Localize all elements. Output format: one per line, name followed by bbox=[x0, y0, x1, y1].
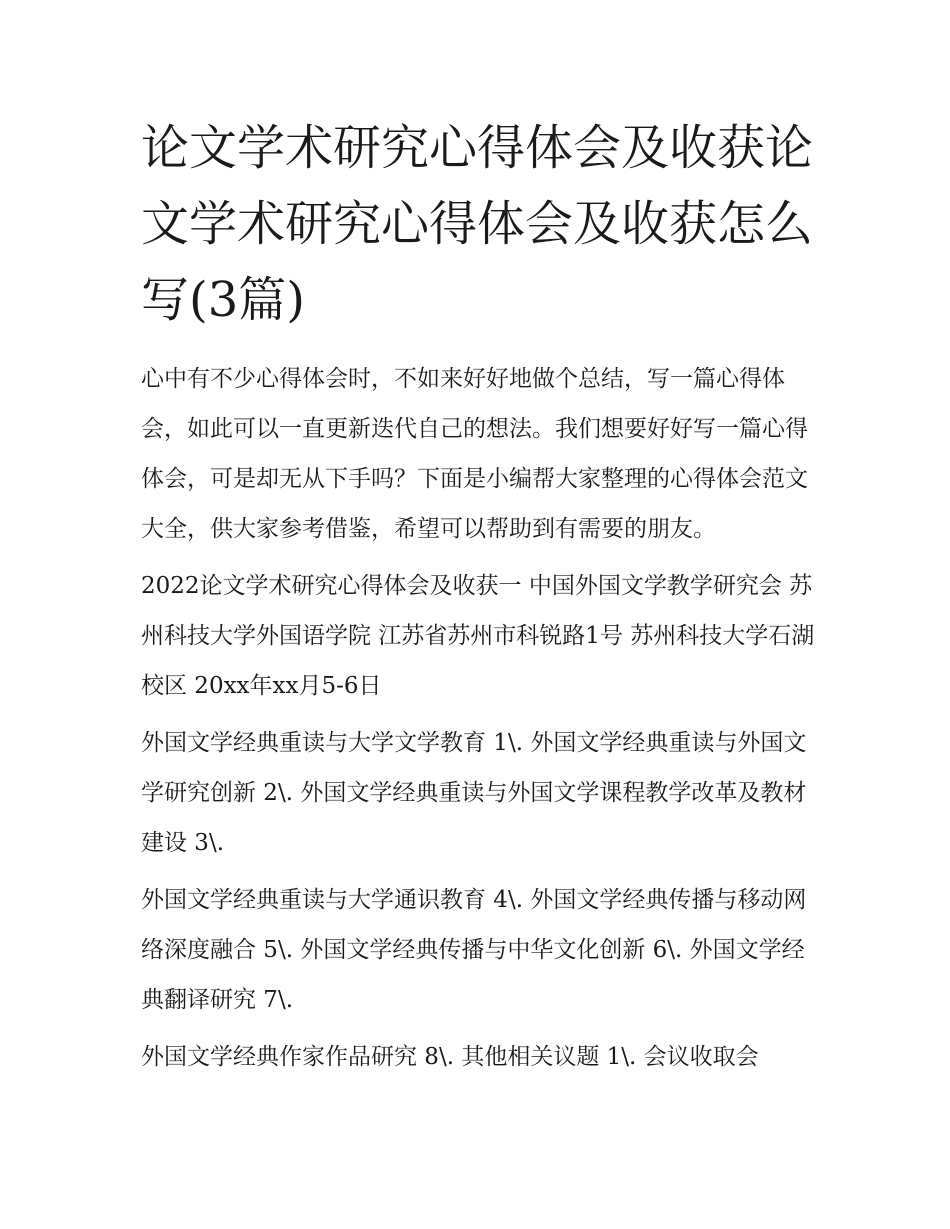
paragraph-topics-1: 外国文学经典重读与大学文学教育 1\. 外国文学经典重读与外国文学研究创新 2\. 外国文学经典重读与外国文学课程教学改革及教材建设 3\. bbox=[141, 730, 807, 856]
document-body bbox=[141, 354, 819, 1089]
paragraph-intro: 心中有不少心得体会时，不如来好好地做个总结，写一篇心得体会，如此可以一直更新迭代自己的想法。我们想要好好写一篇心得体会，可是却无从下手吗？下面是小编帮大家整理的心得体会范文大全，供大家参考借鉴，希望可以帮助到有需要的朋友。 bbox=[141, 366, 808, 542]
document-title: 论文学术研究心得体会及收获论文学术研究心得体会及收获怎么写(3篇) bbox=[141, 120, 814, 328]
paragraph-conference-info: 2022论文学术研究心得体会及收获一 中国外国文学教学研究会 苏州科技大学外国语学院 江苏省苏州市科锐路1号 苏州科技大学石湖校区 20xx年xx月5-6日 bbox=[141, 573, 815, 699]
paragraph-topics-2: 外国文学经典重读与大学通识教育 4\. 外国文学经典传播与移动网络深度融合 5\. 外国文学经典传播与中华文化创新 6\. 外国文学经典翻译研究 7\. bbox=[141, 887, 807, 1013]
paragraph-topics-3: 外国文学经典作家作品研究 8\. 其他相关议题 1\. 会议收取会 bbox=[141, 1044, 759, 1070]
